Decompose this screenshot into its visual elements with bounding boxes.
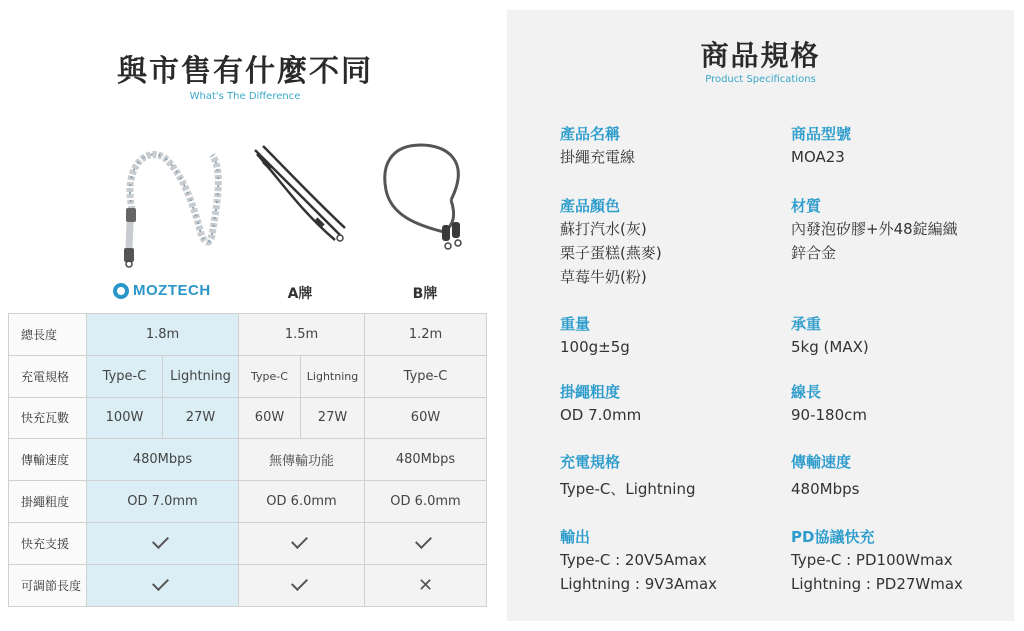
specifications-subtitle: Product Specifications — [705, 74, 816, 85]
cell: Lightning — [301, 355, 365, 397]
table-row — [9, 397, 487, 439]
row-header: 快充瓦數 — [9, 397, 87, 439]
row-header: 掛繩粗度 — [9, 481, 87, 523]
check-icon — [154, 535, 172, 547]
table-row — [9, 314, 487, 356]
check-icon — [417, 535, 435, 547]
check-icon — [154, 577, 172, 589]
spec-transfer-speed: 傳輸速度 480Mbps — [791, 453, 860, 498]
row-header: 總長度 — [9, 314, 87, 356]
spec-model: 商品型號 MOA23 — [791, 125, 852, 166]
cell: Type-C — [365, 355, 487, 397]
row-header: 傳輸速度 — [9, 439, 87, 481]
cell — [365, 522, 487, 564]
cell: 27W — [301, 397, 365, 439]
spec-product-name: 產品名稱 掛繩充電線 — [560, 125, 636, 166]
cell: Lightning — [163, 355, 239, 397]
comparison-title: 與市售有什麼不同 — [117, 54, 373, 89]
cell: 1.2m — [365, 314, 487, 356]
cell: 480Mbps — [87, 439, 239, 481]
check-icon — [293, 535, 311, 547]
moztech-logo: MOZTECH — [113, 282, 211, 299]
spec-color: 產品顏色 蘇打汽水(灰) 栗子蛋糕(燕麥) 草莓牛奶(粉) — [560, 197, 662, 286]
cell: 480Mbps — [365, 439, 487, 481]
table-row — [9, 522, 487, 564]
cell: 無傳輸功能 — [239, 439, 365, 481]
table-row — [9, 481, 487, 523]
cell: 60W — [365, 397, 487, 439]
cell: Type-C — [87, 355, 163, 397]
table-row — [9, 439, 487, 481]
specifications-panel — [507, 10, 1014, 621]
brand-b-lanyard-image — [376, 140, 476, 260]
cell — [87, 564, 239, 606]
comparison-subtitle: What's The Difference — [189, 91, 301, 102]
moztech-logo-icon — [113, 283, 129, 299]
cell — [239, 522, 365, 564]
spec-load: 承重 5kg (MAX) — [791, 315, 869, 356]
spec-weight: 重量 100g±5g — [560, 315, 630, 356]
table-row — [9, 564, 487, 606]
row-header: 可調節長度 — [9, 564, 87, 606]
cell: 1.5m — [239, 314, 365, 356]
cell: Type-C — [239, 355, 301, 397]
brand-a-lanyard-image — [245, 140, 355, 250]
spec-charging: 充電規格 Type-C、Lightning — [560, 453, 696, 498]
table-row — [9, 355, 487, 397]
cell: 1.8m — [87, 314, 239, 356]
cell: OD 7.0mm — [87, 481, 239, 523]
cell — [239, 564, 365, 606]
specifications-title: 商品規格 — [700, 39, 821, 72]
spec-pd-fast-charge: PD協議快充 Type-C : PD100Wmax Lightning : PD27Wmax — [791, 528, 963, 593]
comparison-table — [8, 313, 487, 607]
row-header: 充電規格 — [9, 355, 87, 397]
cell — [365, 564, 487, 606]
moztech-lanyard-image — [112, 140, 242, 270]
spec-thickness: 掛繩粗度 OD 7.0mm — [560, 383, 642, 424]
check-icon — [293, 577, 311, 589]
spec-output: 輸出 Type-C : 20V5Amax Lightning : 9V3Amax — [560, 528, 718, 593]
cell: 27W — [163, 397, 239, 439]
comparison-panel — [0, 0, 500, 631]
cell: OD 6.0mm — [365, 481, 487, 523]
cross-icon: ✕ — [417, 574, 434, 596]
brand-b-label: B牌 — [412, 286, 438, 302]
brand-a-label: A牌 — [287, 286, 313, 302]
spec-length: 線長 90-180cm — [791, 383, 867, 424]
cell: 100W — [87, 397, 163, 439]
spec-material: 材質 內發泡矽膠+外48錠編織 鋅合金 — [791, 197, 958, 262]
cell — [87, 522, 239, 564]
cell: OD 6.0mm — [239, 481, 365, 523]
cell: 60W — [239, 397, 301, 439]
row-header: 快充支援 — [9, 522, 87, 564]
